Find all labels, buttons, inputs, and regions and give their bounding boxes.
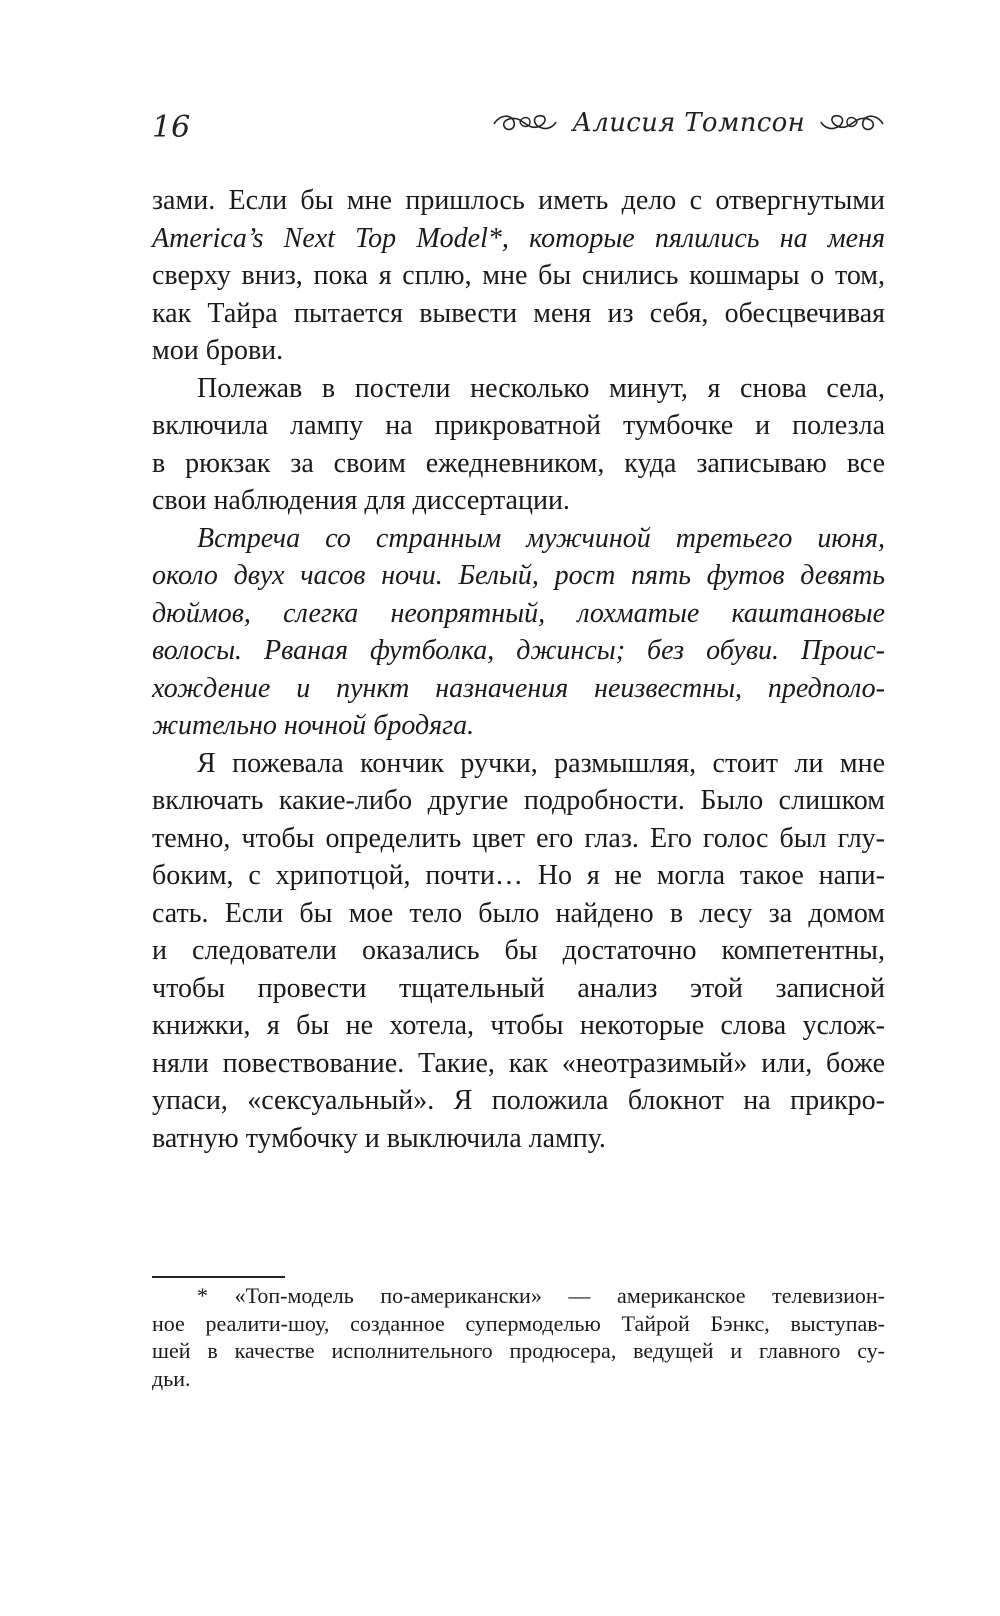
text-line: [152, 220, 885, 258]
swirl-ornament-icon: [492, 110, 558, 136]
running-head-author: [492, 108, 885, 138]
paragraph-2: [152, 370, 885, 520]
paragraph-1: [152, 182, 885, 370]
text-line: жительно ночной бродяга.: [152, 710, 475, 741]
text-line: включать какие-либо другие подробности. Было слишком: [152, 785, 885, 816]
text-line: боким, с хрипотцой, почти… Но я не могла такое напи-: [152, 860, 885, 891]
paragraph-4: [152, 745, 885, 1158]
text-line: Я пожевала кончик ручки, размышляя, стоит ли мне: [197, 747, 885, 779]
text-line: ватную тумбочку и выключила лампу.: [152, 1122, 606, 1154]
text-line: хождение и пункт назначения неизвестны, предполо-: [152, 672, 885, 704]
body-text: [152, 182, 885, 1157]
text-line: как Тайра пытается вывести меня из себя, обесцвечивая: [152, 297, 885, 329]
text-line: темно, чтобы определить цвет его глаз. Его голос был глу-: [152, 822, 885, 854]
text-line: няли повествование. Такие, как «неотразимый» или, боже: [152, 1047, 885, 1079]
footnote-line: * «Топ-модель по-американски» — американское телевизион-: [197, 1283, 885, 1308]
text-line: Встреча со странным мужчиной третьего июня,: [197, 522, 885, 554]
text-line: чтобы провести тщательный анализ этой записной: [152, 972, 885, 1004]
text-line: свои наблюдения для диссертации.: [152, 485, 570, 516]
text-line: книжки, я бы не хотела, чтобы некоторые слова услож-: [152, 1010, 885, 1041]
footnote-line: шей в качестве исполнительного продюсера, ведущей и главного су-: [152, 1338, 885, 1363]
text-line: Полежав в постели несколько минут, я снова села,: [197, 372, 885, 404]
page-number: 16: [152, 110, 191, 145]
text-line: включила лампу на прикроватной тумбочке и полезла: [152, 410, 885, 441]
footnote: [152, 1282, 885, 1392]
text-line: зами. Если бы мне пришлось иметь дело с отвергнутыми: [152, 185, 885, 216]
text-line: сать. Если бы мое тело было найдено в лесу за домом: [152, 897, 885, 929]
running-header: [152, 108, 885, 152]
text-line: сверху вниз, пока я сплю, мне бы снились кошмары о том,: [152, 260, 885, 291]
show-title: America’s Next Top Model*, которые пялились на меня: [152, 222, 885, 254]
text-line: волосы. Рваная футболка, джинсы; без обуви. Проис-: [152, 635, 885, 666]
text-line: дюймов, слегка неопрятный, лохматые каштановые: [152, 597, 885, 629]
text-line: упаси, «сексуальный». Я положила блокнот на прикро-: [152, 1085, 885, 1116]
footnote-divider: [152, 1276, 285, 1278]
text-line: мои брови.: [152, 335, 284, 366]
footnote-line: ное реалити-шоу, созданное супермоделью Тайрой Бэнкс, выступав-: [152, 1310, 885, 1336]
swirl-ornament-icon: [819, 110, 885, 136]
paragraph-3-diary-entry: [152, 520, 885, 745]
footnote-line: дьи.: [152, 1365, 191, 1391]
text-line: около двух часов ночи. Белый, рост пять футов девять: [152, 560, 885, 591]
text-line: и следователи оказались бы достаточно компетентны,: [152, 935, 885, 966]
text-line: в рюкзак за своим ежедневником, куда записываю все: [152, 447, 885, 479]
author-name: Алисия Томпсон: [572, 108, 805, 138]
